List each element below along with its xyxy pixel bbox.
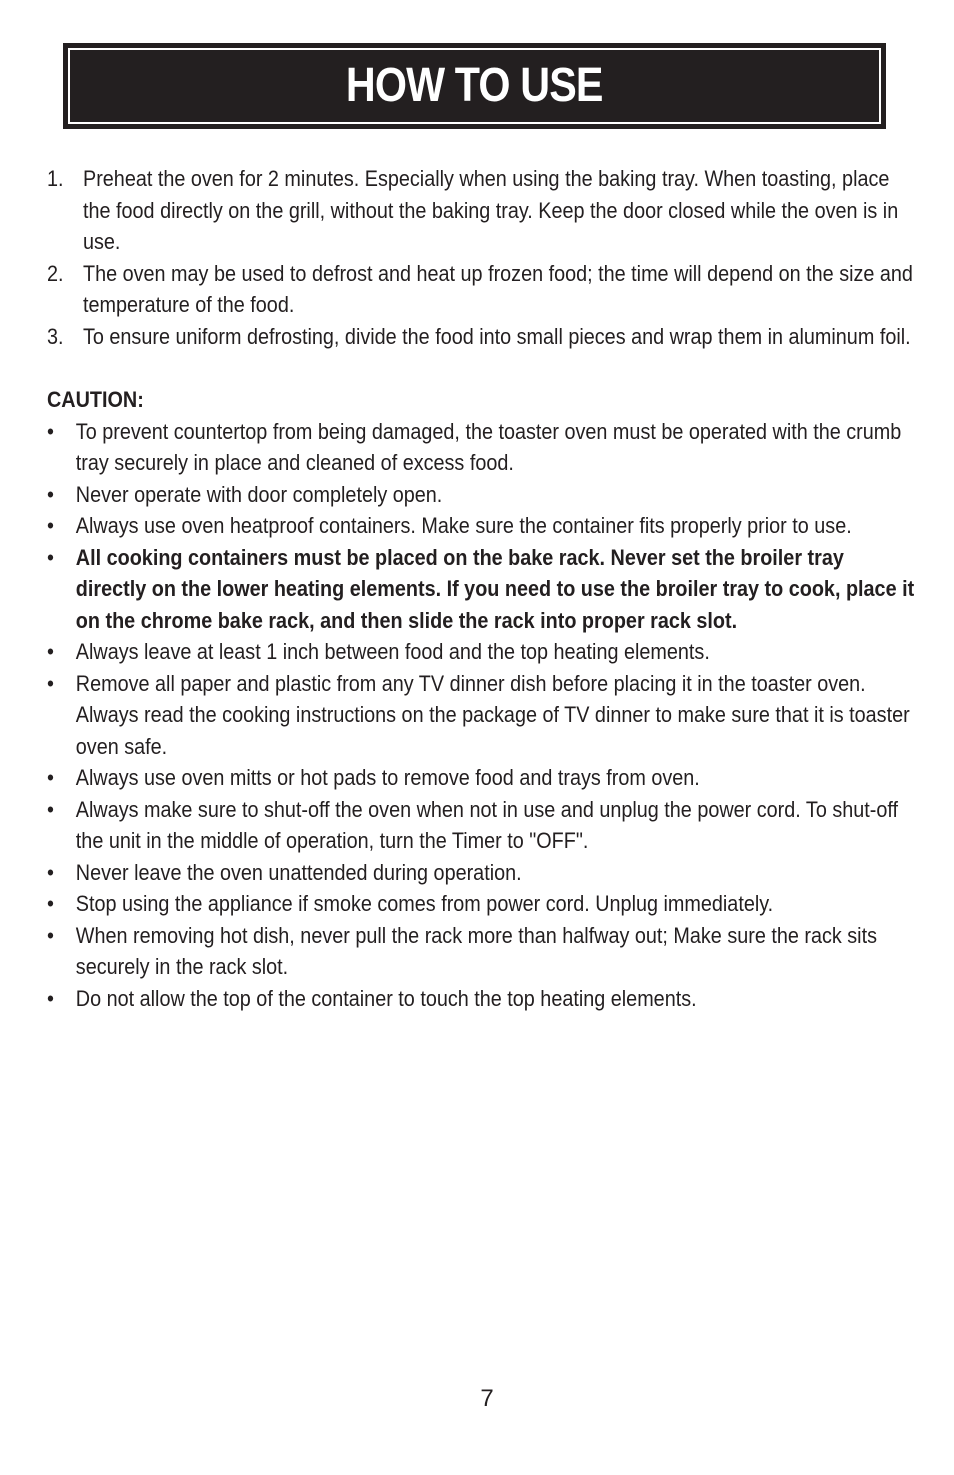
caution-item: [47, 857, 917, 889]
step-item: [47, 258, 917, 321]
bullet-icon: •: [47, 922, 54, 948]
bullet-icon: •: [47, 796, 54, 822]
bullet-icon: •: [47, 481, 54, 507]
page-title: HOW TO USE: [346, 59, 603, 112]
caution-text: When removing hot dish, never pull the rack more than halfway out; Make sure the rack sits securely in the rack slot.: [75, 922, 877, 979]
caution-text: Do not allow the top of the container to touch the top heating elements.: [75, 985, 697, 1011]
bullet-icon: •: [47, 418, 54, 444]
step-text: To ensure uniform defrosting, divide the food into small pieces and wrap them in aluminum foil.: [83, 323, 911, 349]
caution-text: To prevent countertop from being damaged, the toaster oven must be operated with the crumb tray securely in place and cleaned of excess food.: [75, 418, 902, 475]
step-text: The oven may be used to defrost and heat up frozen food; the time will depend on the size and temperature of the food.: [83, 260, 913, 317]
page-number: 7: [480, 1385, 494, 1412]
caution-item: [47, 794, 917, 857]
caution-text: Always use oven heatproof containers. Make sure the container fits properly prior to use.: [75, 513, 852, 538]
caution-heading: CAUTION:: [47, 387, 144, 412]
caution-text: Always leave at least 1 inch between food and the top heating elements.: [75, 639, 710, 664]
bullet-icon: •: [47, 544, 54, 570]
bullet-icon: •: [47, 670, 54, 696]
bullet-icon: •: [47, 639, 54, 664]
bullet-icon: •: [47, 859, 54, 885]
step-number: 2.: [47, 260, 64, 286]
section-header-frame: [68, 48, 881, 124]
caution-text: Never leave the oven unattended during operation.: [75, 859, 522, 885]
caution-item: [47, 888, 917, 920]
caution-item: [47, 510, 917, 542]
caution-item: [47, 920, 917, 983]
caution-text: Never operate with door completely open.: [75, 481, 443, 507]
caution-text: Stop using the appliance if smoke comes from power cord. Unplug immediately.: [75, 891, 774, 916]
bullet-icon: •: [47, 891, 54, 916]
caution-text: Always use oven mitts or hot pads to remove food and trays from oven.: [75, 765, 700, 790]
bullet-icon: •: [47, 985, 54, 1011]
section-header: [63, 43, 886, 129]
caution-item: [47, 762, 917, 794]
step-item: [47, 321, 917, 353]
caution-item: [47, 983, 917, 1015]
caution-item-emphasized: [47, 542, 917, 637]
step-number: 3.: [47, 323, 64, 349]
steps-list: [47, 163, 917, 352]
caution-item: [47, 479, 917, 511]
step-text: Preheat the oven for 2 minutes. Especially when using the baking tray. When toasting, place the food directly on the grill, without the baking tray. Keep the door closed while the oven is in use.: [83, 166, 899, 254]
caution-item: [47, 668, 917, 763]
caution-list: [47, 416, 917, 1015]
caution-text: All cooking containers must be placed on the bake rack. Never set the broiler tray directly on the lower heating elements. If you need to use the broiler tray to cook, place it on the chrome bake rack, and then slide the rack into proper rack slot.: [75, 544, 915, 633]
caution-text: Always make sure to shut-off the oven when not in use and unplug the power cord. To shut-off the unit in the middle of operation, turn the Timer to "OFF".: [75, 796, 899, 853]
caution-item: [47, 416, 917, 479]
bullet-icon: •: [47, 513, 54, 538]
bullet-icon: •: [47, 765, 54, 790]
step-number: 1.: [47, 166, 64, 191]
caution-text: Remove all paper and plastic from any TV dinner dish before placing it in the toaster oven. Always read the cooking instructions on the package of TV dinner to make sure that it is toaster oven safe.: [75, 670, 910, 759]
caution-item: [47, 636, 917, 668]
step-item: [47, 163, 917, 258]
instructions-content: [47, 163, 917, 1014]
